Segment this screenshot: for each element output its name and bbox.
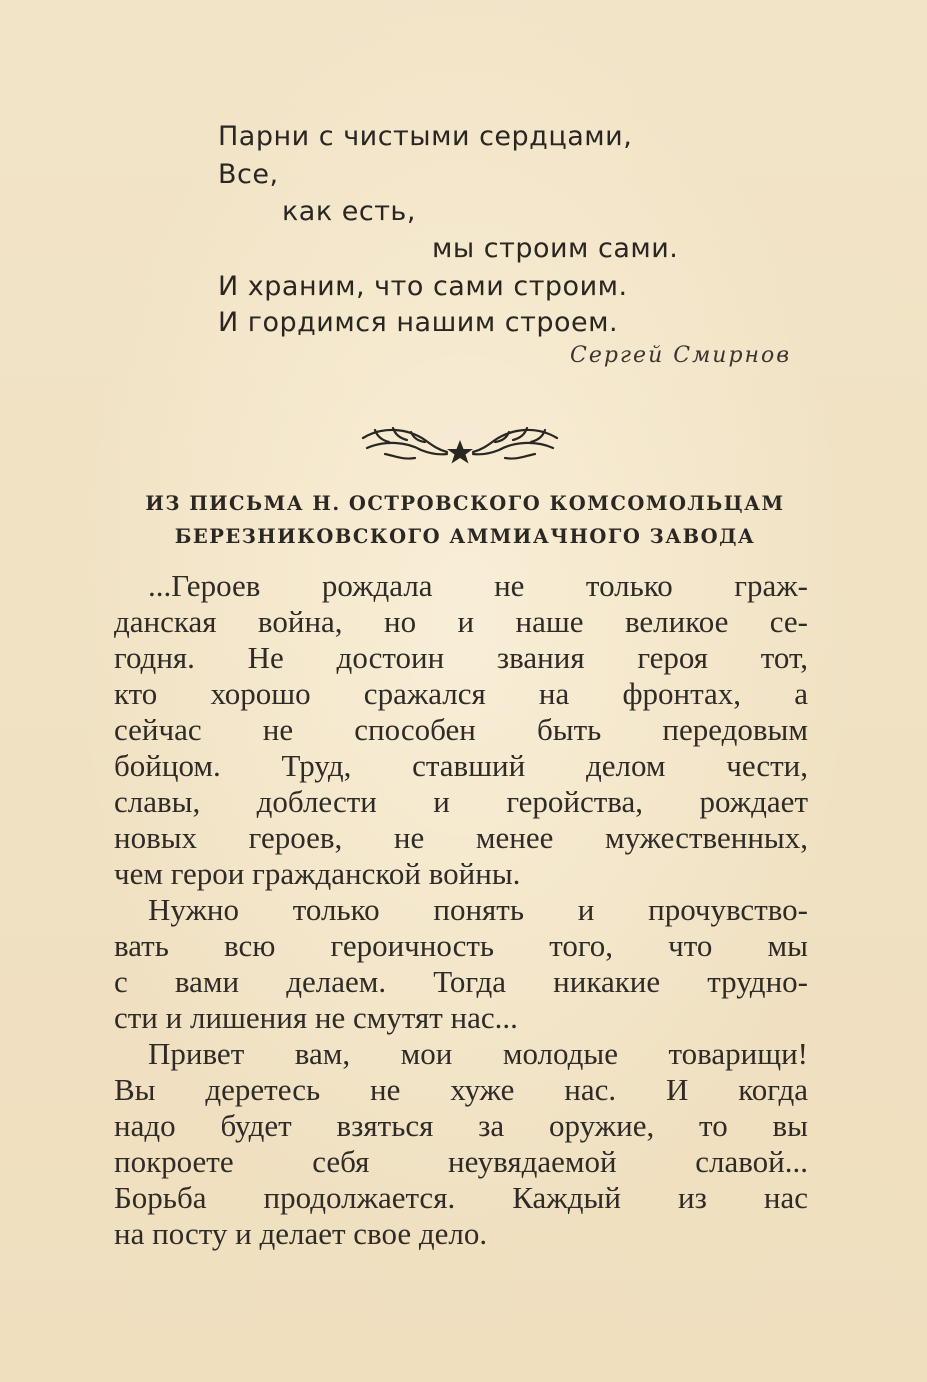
star-with-laurel-ornament-icon: [355, 420, 565, 470]
body-line: Привет вам, мои молодые товарищи!: [148, 1036, 808, 1071]
body-line: кто хорошо сражался на фронтах, а: [114, 676, 808, 711]
body-line: надо будет взяться за оружие, то вы: [114, 1108, 808, 1143]
heading-line: ИЗ ПИСЬМА Н. ОСТРОВСКОГО КОМСОМОЛЬЦАМ: [145, 492, 785, 515]
article-heading: [140, 487, 790, 553]
body-line: сти и лишения не смутят нас...: [114, 1000, 518, 1035]
body-line: вать всю героичность того, что мы: [114, 928, 808, 963]
body-line: данская война, но и наше великое се-: [114, 604, 808, 639]
body-line: покроете себя неувядаемой славой...: [114, 1144, 808, 1179]
body-line: ...Героев рождала не только граж-: [148, 568, 808, 603]
body-line: Вы деретесь не хуже нас. И когда: [114, 1072, 808, 1107]
body-line: Нужно только понять и прочувство-: [148, 892, 808, 927]
body-line: славы, доблести и геройства, рождает: [114, 784, 808, 819]
article-body: [114, 568, 808, 1252]
body-line: новых героев, не менее мужественных,: [114, 820, 808, 855]
poem-line: И храним, что сами строим.: [218, 271, 628, 302]
body-line: Борьба продолжается. Каждый из нас: [114, 1180, 808, 1215]
poem-line: Парни с чистыми сердцами,: [218, 121, 633, 152]
poem-line: мы строим сами.: [432, 233, 679, 264]
poem-line: И гордимся нашим строем.: [218, 307, 619, 338]
poem-line: как есть,: [282, 196, 416, 227]
body-line: сейчас не способен быть передовым: [114, 712, 808, 747]
poem-line: Все,: [218, 159, 279, 190]
poem-author: Сергей Смирнов: [570, 343, 792, 368]
body-line: бойцом. Труд, ставший делом чести,: [114, 748, 808, 783]
heading-line: БЕРЕЗНИКОВСКОГО АММИАЧНОГО ЗАВОДА: [174, 525, 756, 548]
body-line: чем герои гражданской войны.: [114, 856, 521, 891]
body-line: на посту и делает свое дело.: [114, 1216, 488, 1251]
body-line: годня. Не достоин звания героя тот,: [114, 640, 808, 675]
body-line: с вами делаем. Тогда никакие трудно-: [114, 964, 808, 999]
